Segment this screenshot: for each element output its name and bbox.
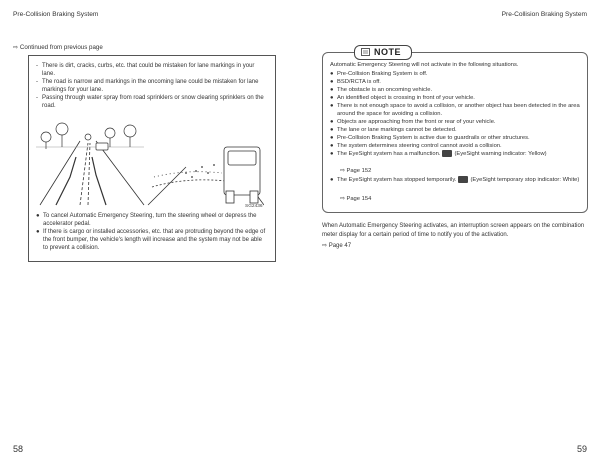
- illustration-id: SG2436: [245, 204, 263, 209]
- page-header-left: Pre-Collision Braking System: [13, 11, 99, 18]
- dash-item: - The road is narrow and markings in the oncoming lane could be mistaken for lane markings for your lane.: [36, 79, 259, 93]
- note-item: ● There is not enough space to avoid a collision, or another object has been detected in the area around the space for avoiding a collision.: [330, 103, 580, 117]
- note-item: ● The system determines steering control cannot avoid a collision.: [330, 143, 502, 149]
- dash-item: - Passing through water spray from road sprinklers or snow clearing sprinklers on the road.: [36, 95, 264, 109]
- note-item-warning: ● The EyeSight system has a malfunction. (EyeSight warning indicator: Yellow): [330, 151, 547, 158]
- page-reference-link[interactable]: ⇨ Page 152: [340, 168, 372, 174]
- road-illustration: [36, 117, 264, 207]
- note-intro: Automatic Emergency Steering will not activate in the following situations.: [330, 62, 519, 68]
- page-number-right: 59: [576, 444, 587, 454]
- note-item: ● An identified object is crossing in front of your vehicle.: [330, 95, 475, 101]
- note-item: ● Pre-Collision Braking System is off.: [330, 71, 428, 77]
- note-label: NOTE: [374, 47, 402, 57]
- activation-paragraph: When Automatic Emergency Steering activates, an interruption screen appears on the combination meter display for a certain period of time to notify you of the activation.: [322, 223, 585, 238]
- bullet-item: ● To cancel Automatic Emergency Steering, turn the steering wheel or depress the accelerator pedal.: [36, 213, 257, 227]
- note-item: ● The lane or lane markings cannot be detected.: [330, 127, 457, 133]
- note-item: ● Objects are approaching from the front or rear of your vehicle.: [330, 119, 496, 125]
- page-reference-link[interactable]: ⇨ Page 47: [322, 243, 352, 249]
- note-item: ● The obstacle is an oncoming vehicle.: [330, 87, 433, 93]
- note-item-stop: ● The EyeSight system has stopped temporarily. (EyeSight temporary stop indicator: White): [330, 177, 580, 184]
- page-reference-link[interactable]: ⇨ Page 154: [340, 196, 372, 202]
- eyesight-stop-indicator-icon: [458, 176, 468, 183]
- bullet-item: ● If there is cargo or installed accessories, etc. that are protruding beyond the edge of the front bumper, the vehicle's length will increase and the system may not be able to prevent a collision.: [36, 229, 266, 251]
- page-number-left: 58: [13, 444, 24, 454]
- dash-item: - There is dirt, cracks, curbs, etc. that could be mistaken for lane markings in your lane.: [36, 63, 255, 77]
- continued-note: ⇨ Continued from previous page: [13, 44, 103, 51]
- page-header-right: Pre-Collision Braking System: [501, 11, 587, 18]
- note-icon: [361, 48, 370, 56]
- note-item: ● Pre-Collision Braking System is active due to guardrails or other structures.: [330, 135, 530, 141]
- note-item: ● BSD/RCTA is off.: [330, 79, 381, 85]
- note-tab: [354, 45, 412, 60]
- eyesight-warning-indicator-icon: [442, 150, 452, 157]
